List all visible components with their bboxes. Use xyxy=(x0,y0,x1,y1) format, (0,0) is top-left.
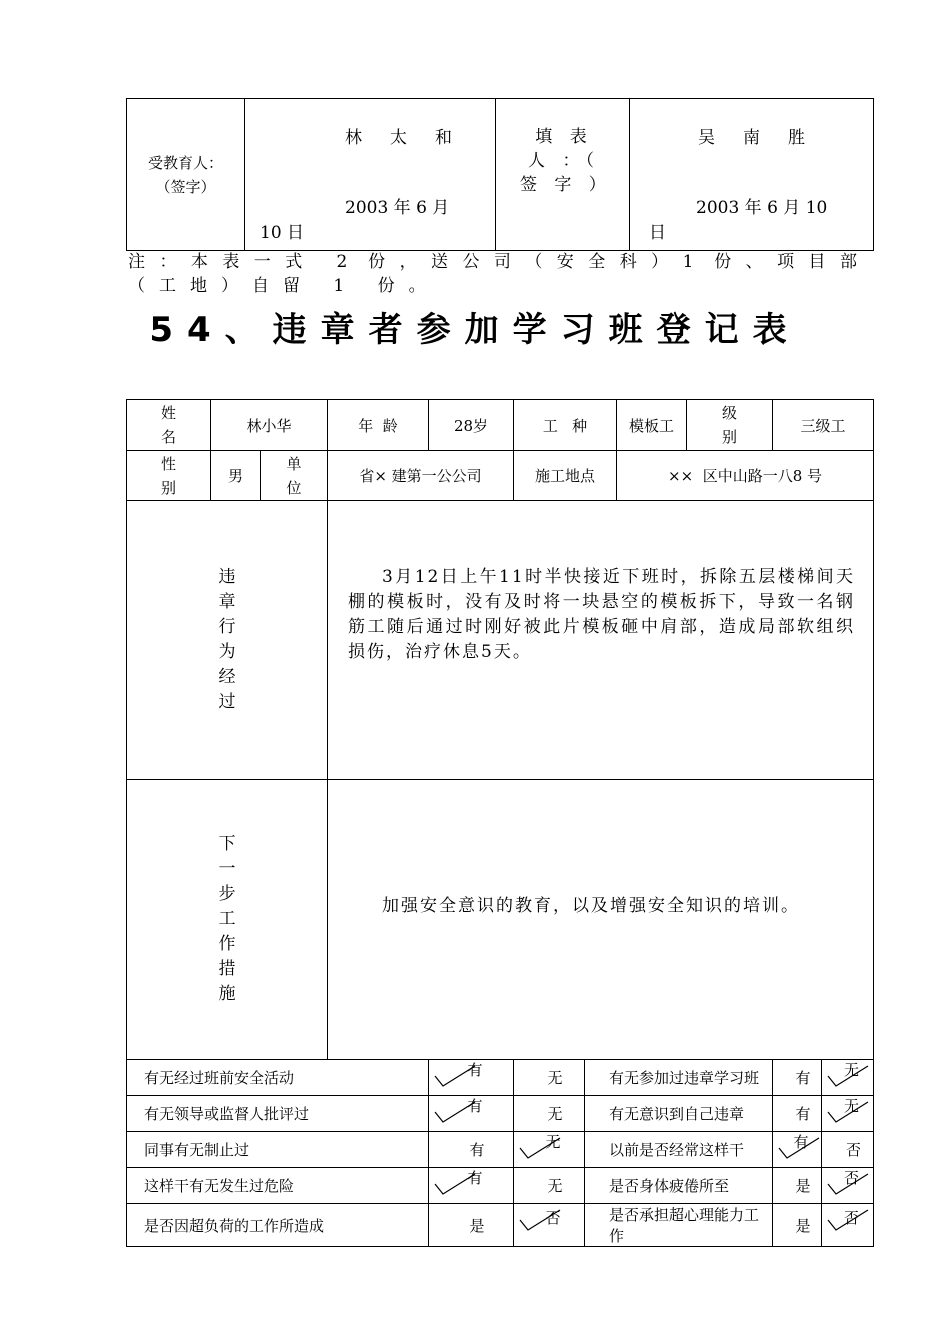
trainee-date-line1: 2003 年 6 月 xyxy=(345,198,450,218)
measures-text: 加强安全意识的教育，以及增强安全知识的培训。 xyxy=(382,896,801,916)
trainee-label-cell xyxy=(127,99,245,251)
filler-label: 填 表 人 ：（ 签 字 ） xyxy=(520,127,612,195)
question-row xyxy=(127,1204,874,1247)
filler-name: 吴南胜 xyxy=(698,128,833,148)
left-answer-second[interactable]: 无 xyxy=(514,1096,585,1132)
note-line2: （工地）自留 1 份。 xyxy=(128,276,440,296)
age-label: 年 龄 xyxy=(328,400,429,451)
question-row xyxy=(127,1132,874,1168)
right-question: 是否身体疲倦所至 xyxy=(585,1168,773,1204)
registration-table xyxy=(126,399,874,1247)
right-answer-second-checked[interactable]: 无 xyxy=(822,1096,874,1132)
right-question: 有无参加过违章学习班 xyxy=(585,1060,773,1096)
unit-value: 省× 建第一公公司 xyxy=(328,451,514,501)
left-answer-first-checked[interactable]: 有 xyxy=(429,1096,514,1132)
left-answer-second-checked[interactable]: 无 xyxy=(514,1132,585,1168)
left-answer-first-checked[interactable]: 有 xyxy=(429,1168,514,1204)
left-question: 是否因超负荷的工作所造成 xyxy=(127,1204,429,1247)
measures-label: 下一步工作措施 xyxy=(127,780,328,1060)
gender-value: 男 xyxy=(211,451,261,501)
trade-value: 模板工 xyxy=(617,400,687,451)
question-rows xyxy=(127,1060,874,1247)
filler-sign-cell xyxy=(630,99,874,251)
left-question: 有无经过班前安全活动 xyxy=(127,1060,429,1096)
signature-table xyxy=(126,98,874,251)
level-value: 三级工 xyxy=(773,400,874,451)
left-question: 同事有无制止过 xyxy=(127,1132,429,1168)
trainee-sign-cell xyxy=(245,99,496,251)
left-question: 这样干有无发生过危险 xyxy=(127,1168,429,1204)
question-row xyxy=(127,1060,874,1096)
trainee-name: 林太和 xyxy=(345,128,480,148)
left-answer-second[interactable]: 无 xyxy=(514,1168,585,1204)
note-line1: 注：本表一式 2 份，送公司（安全科）1 份、项目部 xyxy=(128,252,858,272)
level-label: 级别 xyxy=(687,400,773,451)
right-answer-first[interactable]: 有 xyxy=(773,1096,822,1132)
left-answer-second-checked[interactable]: 否 xyxy=(514,1204,585,1247)
left-answer-first-checked[interactable]: 有 xyxy=(429,1060,514,1096)
left-question: 有无领导或监督人批评过 xyxy=(127,1096,429,1132)
violation-text-cell xyxy=(328,501,874,780)
filler-date-line2: 日 xyxy=(649,223,666,243)
question-row xyxy=(127,1096,874,1132)
violation-text: 3月12日上午11时半快接近下班时，拆除五层楼梯间天棚的模板时，没有及时将一块悬空的模板拆下，导致一名钢筋工随后通过时刚好被此片模板砸中肩部，造成局部软组织损伤，治疗休息5天。 xyxy=(348,567,856,662)
name-value: 林小华 xyxy=(211,400,328,451)
gender-label: 性别 xyxy=(127,451,211,501)
measures-text-cell xyxy=(328,780,874,1060)
left-answer-second[interactable]: 无 xyxy=(514,1060,585,1096)
trainee-sign-hint: （签字） xyxy=(155,177,216,196)
right-answer-second[interactable]: 否 xyxy=(822,1132,874,1168)
violation-label: 违章行为经过 xyxy=(127,501,328,780)
trade-label: 工 种 xyxy=(514,400,617,451)
right-answer-second-checked[interactable]: 无 xyxy=(822,1060,874,1096)
right-question: 是否承担超心理能力工作 xyxy=(585,1204,773,1247)
right-answer-second-checked[interactable]: 否 xyxy=(822,1204,874,1247)
filler-label-cell xyxy=(496,99,630,251)
left-answer-first[interactable]: 是 xyxy=(429,1204,514,1247)
left-answer-first[interactable]: 有 xyxy=(429,1132,514,1168)
right-answer-first-checked[interactable]: 有 xyxy=(773,1132,822,1168)
filler-date-line1: 2003 年 6 月 10 xyxy=(696,198,828,218)
site-value: ×× 区中山路一八8 号 xyxy=(617,451,874,501)
question-row xyxy=(127,1168,874,1204)
unit-label: 单位 xyxy=(261,451,328,501)
trainee-label: 受教育人： xyxy=(147,153,223,172)
right-question: 有无意识到自己违章 xyxy=(585,1096,773,1132)
right-answer-first[interactable]: 是 xyxy=(773,1168,822,1204)
right-question: 以前是否经常这样干 xyxy=(585,1132,773,1168)
age-value: 28岁 xyxy=(429,400,514,451)
right-answer-second-checked[interactable]: 否 xyxy=(822,1168,874,1204)
trainee-date-line2: 10 日 xyxy=(260,223,305,243)
page-title: 54、违章者参加学习班登记表 xyxy=(149,310,801,350)
site-label: 施工地点 xyxy=(514,451,617,501)
right-answer-first[interactable]: 是 xyxy=(773,1204,822,1247)
right-answer-first[interactable]: 有 xyxy=(773,1060,822,1096)
name-label: 姓名 xyxy=(127,400,211,451)
